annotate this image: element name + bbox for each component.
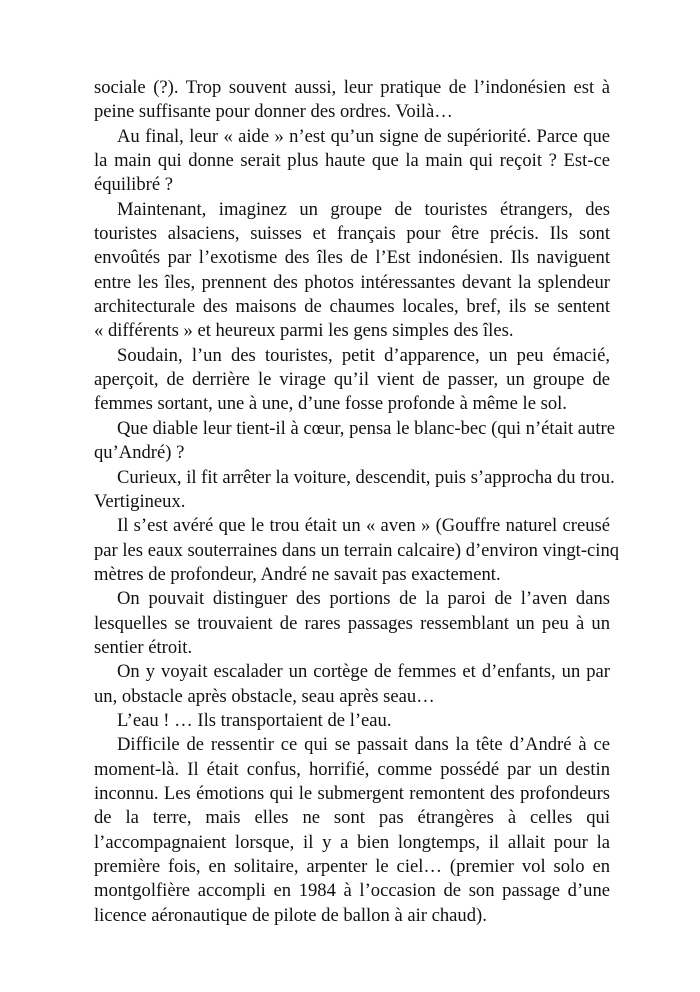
paragraph [94,344,610,417]
text-line: On pouvait distinguer des portions de la paroi de l’aven dans [117,588,610,610]
text-line: « différents » et heureux parmi les gens simples des îles. [94,320,514,342]
page-body-text [94,76,620,928]
paragraph [94,125,610,198]
paragraph [94,660,610,709]
paragraph [94,198,610,344]
text-line: femmes sortant, une à une, d’une fosse profonde à même le sol. [94,393,567,415]
text-line: Curieux, il fit arrêter la voiture, descendit, puis s’approcha du trou. [117,466,615,488]
paragraph [94,514,620,587]
text-line: envoûtés par l’exotisme des îles de l’Est indonésien. Ils naviguent [94,247,610,269]
text-line: mètres de profondeur, André ne savait pas exactement. [94,563,501,585]
text-line: Il s’est avéré que le trou était un « aven » (Gouffre naturel creusé [117,515,610,537]
text-line: entre les îles, prennent des photos intéressantes devant la splendeur [94,271,610,293]
text-line: Vertigineux. [94,490,186,512]
text-line: première fois, en solitaire, arpenter le ciel… (premier vol solo en [94,856,610,877]
text-line: licence aéronautique de pilote de ballon à air chaud). [94,904,487,926]
paragraph [94,709,610,733]
text-line: moment-là. Il était confus, horrifié, comme possédé par un destin [94,758,610,780]
text-line: sentier étroit. [94,636,193,658]
text-line: lesquelles se trouvaient de rares passages ressemblant un peu à un [94,612,610,634]
text-line: Soudain, l’un des touristes, petit d’apparence, un peu émacié, [117,344,610,366]
text-line: Maintenant, imaginez un groupe de touristes étrangers, des [117,198,610,220]
text-line: sociale (?). Trop souvent aussi, leur pratique de l’indonésien est à [94,77,610,98]
text-line: la main qui donne serait plus haute que la main qui reçoit ? Est-ce [94,150,610,172]
text-line: Difficile de ressentir ce qui se passait dans la tête d’André à ce [117,734,610,756]
text-line: équilibré ? [94,174,173,196]
text-line: par les eaux souterraines dans un terrain calcaire) d’environ vingt-cinq [94,539,620,561]
text-line: On y voyait escalader un cortège de femmes et d’enfants, un par [117,661,610,683]
text-line: peine suffisante pour donner des ordres. Voilà… [94,101,453,123]
text-line: architecturale des maisons de chaumes locales, bref, ils se sentent [94,296,610,318]
text-line: l’accompagnaient lorsque, il y a bien longtemps, il allait pour la [94,831,610,853]
text-line: Que diable leur tient-il à cœur, pensa le blanc-bec (qui n’était autre [117,417,615,439]
paragraph [94,417,615,466]
paragraph [94,733,610,928]
text-line: aperçoit, de derrière le virage qu’il vient de passer, un groupe de [94,369,610,391]
text-line: montgolfière accompli en 1984 à l’occasion de son passage d’une [94,880,610,902]
paragraph [94,466,615,515]
text-line: inconnu. Les émotions qui le submergent remontent des profondeurs [94,782,610,804]
text-line: un, obstacle après obstacle, seau après seau… [94,685,435,707]
text-line: L’eau ! … Ils transportaient de l’eau. [117,709,392,731]
text-line: qu’André) ? [94,442,185,464]
text-line: de la terre, mais elles ne sont pas étrangères à celles qui [94,807,610,829]
paragraph [94,587,610,660]
text-line: touristes alsaciens, suisses et français pour être précis. Ils sont [94,223,610,245]
paragraph [94,76,610,125]
text-line: Au final, leur « aide » n’est qu’un signe de supériorité. Parce que [117,125,610,147]
